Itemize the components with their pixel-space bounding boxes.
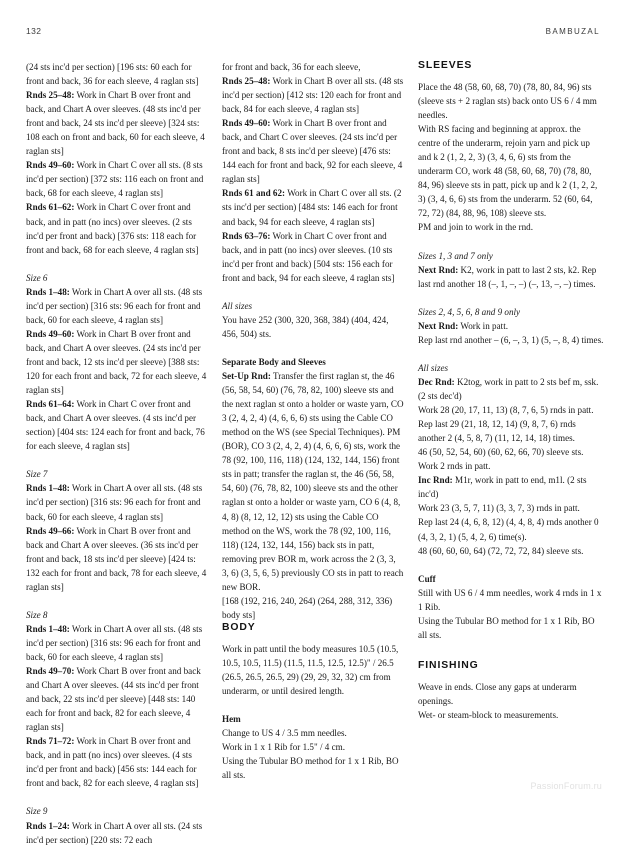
- body-paragraph: Still with US 6 / 4 mm needles, work 4 rnds in 1 x 1 Rib.: [418, 587, 602, 612]
- round-label: Rnds 61–64:: [26, 399, 75, 410]
- instruction-text: Work in Chart C over all sts. (8 sts inc'd per section) [372 sts: 116 each on front and back, 68 for each sleeve, 4 raglan sts]: [26, 160, 204, 199]
- body-paragraph: for front and back, 36 for each sleeve,: [222, 62, 361, 72]
- instruction-text: Transfer the first raglan st, the 46 (56, 58, 54, 60) (76, 78, 82, 100) sleeve sts and the next raglan st onto a holder or waste yarn, CO 3 (2, 4, 2, 4) (4, 6, 6, 6) sts using the Cable CO method on the WS (see Special Techniques). PM (BOR), CO 3 (2, 4, 2, 4) (4, 6, 6, 6) sts, work the 78 (92, 100, 116, 118) (124, 132, 144, 156) front sts in patt; transfer the raglan st, the 46 (56, 58, 54, 60) (76, 78, 82, 100) sleeve sts and the other raglan st onto a holder or waste yarn, CO 6 (4, 8, 4, 8) (8, 12, 12, 12) sts using the Cable CO method on the WS, work the 78 (92, 100, 116, 118) (124, 132, 144, 156) back sts in patt, removing prev BOR m, work across the 2 (3, 3, 3, 6) (3, 5, 6, 5) previously CO sts in patt to reach new BOR.: [222, 371, 404, 592]
- round-label: Rnds 49–60:: [222, 118, 271, 129]
- round-label: Rnds 1–48:: [26, 286, 70, 297]
- instruction-paragraph: [222, 116, 404, 186]
- column-2: [222, 60, 404, 784]
- instruction-paragraph: [26, 285, 208, 327]
- round-label: Rnds 49–60:: [26, 160, 75, 171]
- instruction-text: Work in Chart B over front and back, and Chart A over sleeves. (24 sts inc'd per front and back, 12 sts inc'd per sleeve) [388 sts: 120 for each front and back, 72 for each sleeve, 4 raglan sts]: [26, 328, 207, 396]
- instruction-text: Work in Chart B over front and back, and in patt (no incs) over sleeves. (4 sts inc'd per front and back) [456 sts: 144 each for front and back, 82 for each sleeve, 4 raglan sts]: [26, 736, 199, 789]
- round-label: Inc Rnd:: [418, 475, 453, 486]
- round-label: Rnds 49–60:: [26, 328, 75, 339]
- instruction-text: Work in patt.: [458, 320, 509, 331]
- instruction-text: M1r, work in patt to end, m1l. (2 sts inc'd): [418, 475, 587, 500]
- round-label: Set-Up Rnd:: [222, 371, 271, 382]
- round-label: Dec Rnd:: [418, 376, 455, 387]
- instruction-text: Work in Chart C over front and back, and in patt (no incs) over sleeves. (10 sts inc'd per front and back) [504 sts: 156 each for front and back, 94 for each sleeve, 4 raglan sts]: [222, 230, 395, 283]
- body-paragraph: Rep last rnd another – (6, –, 3, 1) (5, –, 8, 4) times.: [418, 334, 604, 345]
- round-label: Rnds 63–76:: [222, 230, 271, 241]
- instruction-paragraph: [222, 229, 404, 285]
- column-3: [418, 60, 604, 784]
- body-paragraph: Place the 48 (58, 60, 68, 70) (78, 80, 84, 96) sts (sleeve sts + 2 raglan sts) back onto US 6 / 4 mm needles.: [418, 82, 597, 121]
- subsection-heading: Hem: [222, 714, 241, 725]
- body-paragraph: Work in 1 x 1 Rib for 1.5" / 4 cm.: [222, 742, 346, 753]
- body-paragraph: Wet- or steam-block to measurements.: [418, 709, 559, 720]
- body-paragraph: You have 252 (300, 320, 368, 384) (404, 424, 456, 504) sts.: [222, 314, 389, 339]
- round-label: Rnds 1–24:: [26, 820, 70, 831]
- round-label: Rnds 25–48:: [222, 76, 271, 87]
- instruction-text: Work in Chart A over all sts. (48 sts inc'd per section) [316 sts: 96 each for front and back, 60 for each sleeve, 4 raglan sts]: [26, 483, 203, 522]
- body-paragraph: Work 28 (20, 17, 11, 13) (8, 7, 6, 5) rnds in patt.: [418, 405, 594, 416]
- instruction-text: K2tog, work in patt to 2 sts bef m, ssk. (2 sts dec'd): [418, 376, 599, 402]
- instruction-paragraph: [26, 524, 208, 594]
- instruction-text: Work in Chart C over front and back, and Chart A over sleeves. (4 sts inc'd per section) [404 sts: 124 each for front and back, 76 for each sleeve, 4 raglan sts]: [26, 399, 205, 452]
- section-heading: FINISHING: [418, 659, 479, 671]
- size-subheading: Size 8: [26, 609, 48, 620]
- body-paragraph: With RS facing and beginning at approx. the centre of the underarm, rejoin yarn and pick up and k 2 (1, 2, 2, 3) (3, 4, 6, 6) sts from the underarm CO, work 48 (58, 60, 68, 70) (78, 80, 84, 96) sleeve sts in patt, pick up and k 2 (1, 2, 2, 3) (3, 4, 6, 6) sts from the underarm. 52 (60, 64, 72, 72) (84, 88, 96, 108) sleeve sts.: [418, 124, 598, 219]
- instruction-text: Work in Chart C over front and back, and in patt (no incs) over sleeves. (2 sts inc'd per front and back) [376 sts: 118 each for front and back, 68 for each sleeve, 4 raglan sts]: [26, 202, 199, 255]
- round-label: Rnds 1–48:: [26, 483, 70, 494]
- section-heading: SLEEVES: [418, 60, 473, 71]
- book-title: BAMBUZAL: [545, 27, 600, 36]
- page-folio: 132: [26, 26, 42, 36]
- body-paragraph: (24 sts inc'd per section) [196 sts: 60 each for front and back, 36 for each sleeve, 4 raglan sts]: [26, 62, 199, 87]
- round-label: Rnds 1–48:: [26, 623, 70, 634]
- round-label: Rnds 49–70:: [26, 666, 75, 677]
- instruction-text: Work in Chart B over front and back and Chart A over sleeves. (36 sts inc'd per front and back, 18 sts inc'd per sleeve) [424 ts: 132 each for front and back, 78 for each sleeve, 4 raglan sts]: [26, 525, 207, 592]
- instruction-paragraph: [222, 74, 404, 116]
- section-heading: BODY: [222, 621, 256, 633]
- instruction-text: Work in Chart A over all sts. (48 sts inc'd per section) [316 sts: 96 each for front and back, 60 for each sleeve, 4 raglan sts]: [26, 286, 203, 325]
- size-subheading: All sizes: [222, 300, 253, 311]
- size-subheading: Size 6: [26, 272, 48, 283]
- instruction-paragraph: [26, 200, 208, 256]
- instruction-text: K2, work in patt to last 2 sts, k2. Rep last rnd another 18 (–, 1, –, –) (–, 13, –, –) times.: [418, 264, 597, 289]
- instruction-text: Work in Chart A over all sts. (48 sts inc'd per section) [316 sts: 96 each for front and back, 60 for each sleeve, 4 raglan sts]: [26, 623, 203, 662]
- instruction-paragraph: [222, 186, 404, 228]
- size-subheading: Size 9: [26, 806, 48, 817]
- column-1: [26, 60, 208, 845]
- round-label: Rnds 71–72:: [26, 736, 75, 747]
- round-label: Rnds 61 and 62:: [222, 188, 286, 199]
- round-label: Next Rnd:: [418, 264, 459, 275]
- round-label: Rnds 49–66:: [26, 525, 75, 536]
- instruction-paragraph: [26, 397, 208, 453]
- instruction-text: Work in Chart B over all sts. (48 sts inc'd per section) [412 sts: 120 each for front and back, 84 for each sleeve, 4 raglan sts]: [222, 76, 404, 115]
- instruction-paragraph: [418, 319, 604, 333]
- body-paragraph: 46 (50, 52, 54, 60) (60, 62, 66, 70) sleeve sts.: [418, 447, 584, 458]
- subsection-heading: Cuff: [418, 573, 436, 584]
- body-paragraph: [168 (192, 216, 240, 264) (264, 288, 312, 336) body sts]: [222, 595, 393, 620]
- body-paragraph: Work 23 (3, 5, 7, 11) (3, 3, 7, 3) rnds in patt.: [418, 503, 580, 514]
- instruction-paragraph: [418, 375, 604, 403]
- body-paragraph: Using the Tubular BO method for 1 x 1 Rib, BO all sts.: [222, 756, 399, 781]
- body-paragraph: PM and join to work in the rnd.: [418, 222, 533, 233]
- instruction-paragraph: [26, 622, 208, 664]
- round-label: Rnds 61–62:: [26, 202, 75, 213]
- instruction-paragraph: [26, 819, 208, 847]
- body-paragraph: Rep last 24 (4, 6, 8, 12) (4, 4, 8, 4) rnds another 0 (4, 3, 2, 1) (5, 4, 2, 6) time(s).: [418, 517, 599, 542]
- instruction-paragraph: [222, 369, 404, 594]
- body-paragraph: Work in patt until the body measures 10.5 (10.5, 10.5, 10.5, 11.5) (11.5, 11.5, 12.5, 12.5)" / 26.5 (26.5, 26.5, 26.5, 29) (29, 29, 32, 32) cm from underarm, or until desired length.: [222, 643, 399, 697]
- body-paragraph: Weave in ends. Close any gaps at underarm openings.: [418, 681, 577, 706]
- site-watermark: PassionForum.ru: [530, 781, 602, 791]
- subsection-heading: Separate Body and Sleeves: [222, 356, 326, 367]
- instruction-text: Work in Chart C over all sts. (2 sts inc'd per section) [484 sts: 146 each for front and back, 94 for each sleeve, 4 raglan sts]: [222, 188, 402, 227]
- body-paragraph: 48 (60, 60, 60, 64) (72, 72, 72, 84) sleeve sts.: [418, 545, 584, 556]
- instruction-text: Work in Chart B over front and back, and Chart A over sleeves. (48 sts inc'd per front and back, 24 sts inc'd per sleeve) [324 sts: 108 each on front and back, 60 for each sleeve, 4 raglan sts]: [26, 90, 205, 157]
- instruction-paragraph: [26, 481, 208, 523]
- size-subheading: All sizes: [418, 362, 449, 373]
- instruction-paragraph: [418, 263, 604, 291]
- size-subheading: Sizes 1, 3 and 7 only: [418, 250, 493, 261]
- body-paragraph: Rep last 29 (21, 18, 12, 14) (9, 8, 7, 6) rnds another 2 (4, 5, 8, 7) (11, 12, 14, 18) times.: [418, 419, 576, 444]
- instruction-text: Work Chart B over front and back and Chart A over sleeves. (44 sts inc'd per front and back, 22 sts inc'd per sleeve) [448 sts: 140 each for front and back, 82 for each sleeve, 4 raglan sts]: [26, 666, 201, 733]
- size-subheading: Size 7: [26, 469, 48, 480]
- size-subheading: Sizes 2, 4, 5, 6, 8 and 9 only: [418, 306, 521, 317]
- body-paragraph: Work 2 rnds in patt.: [418, 461, 491, 472]
- body-paragraph: Change to US 4 / 3.5 mm needles.: [222, 728, 347, 739]
- instruction-paragraph: [26, 734, 208, 790]
- instruction-paragraph: [26, 158, 208, 200]
- instruction-paragraph: [26, 327, 208, 397]
- instruction-text: Work in Chart A over all sts. (24 sts inc'd per section) [220 sts: 72 each: [26, 820, 203, 845]
- instruction-text: Work in Chart B over front and back, and Chart C over sleeves. (24 sts inc'd per front and back, 8 sts inc'd per sleeve) [476 sts: 144 each for front and back, 92 for each sleeve, 4 raglan sts]: [222, 118, 403, 185]
- body-paragraph: Using the Tubular BO method for 1 x 1 Rib, BO all sts.: [418, 615, 595, 640]
- running-head: [26, 26, 600, 44]
- instruction-paragraph: [26, 88, 208, 158]
- instruction-paragraph: [418, 473, 604, 501]
- instruction-paragraph: [26, 664, 208, 734]
- round-label: Next Rnd:: [418, 320, 459, 331]
- round-label: Rnds 25–48:: [26, 90, 75, 101]
